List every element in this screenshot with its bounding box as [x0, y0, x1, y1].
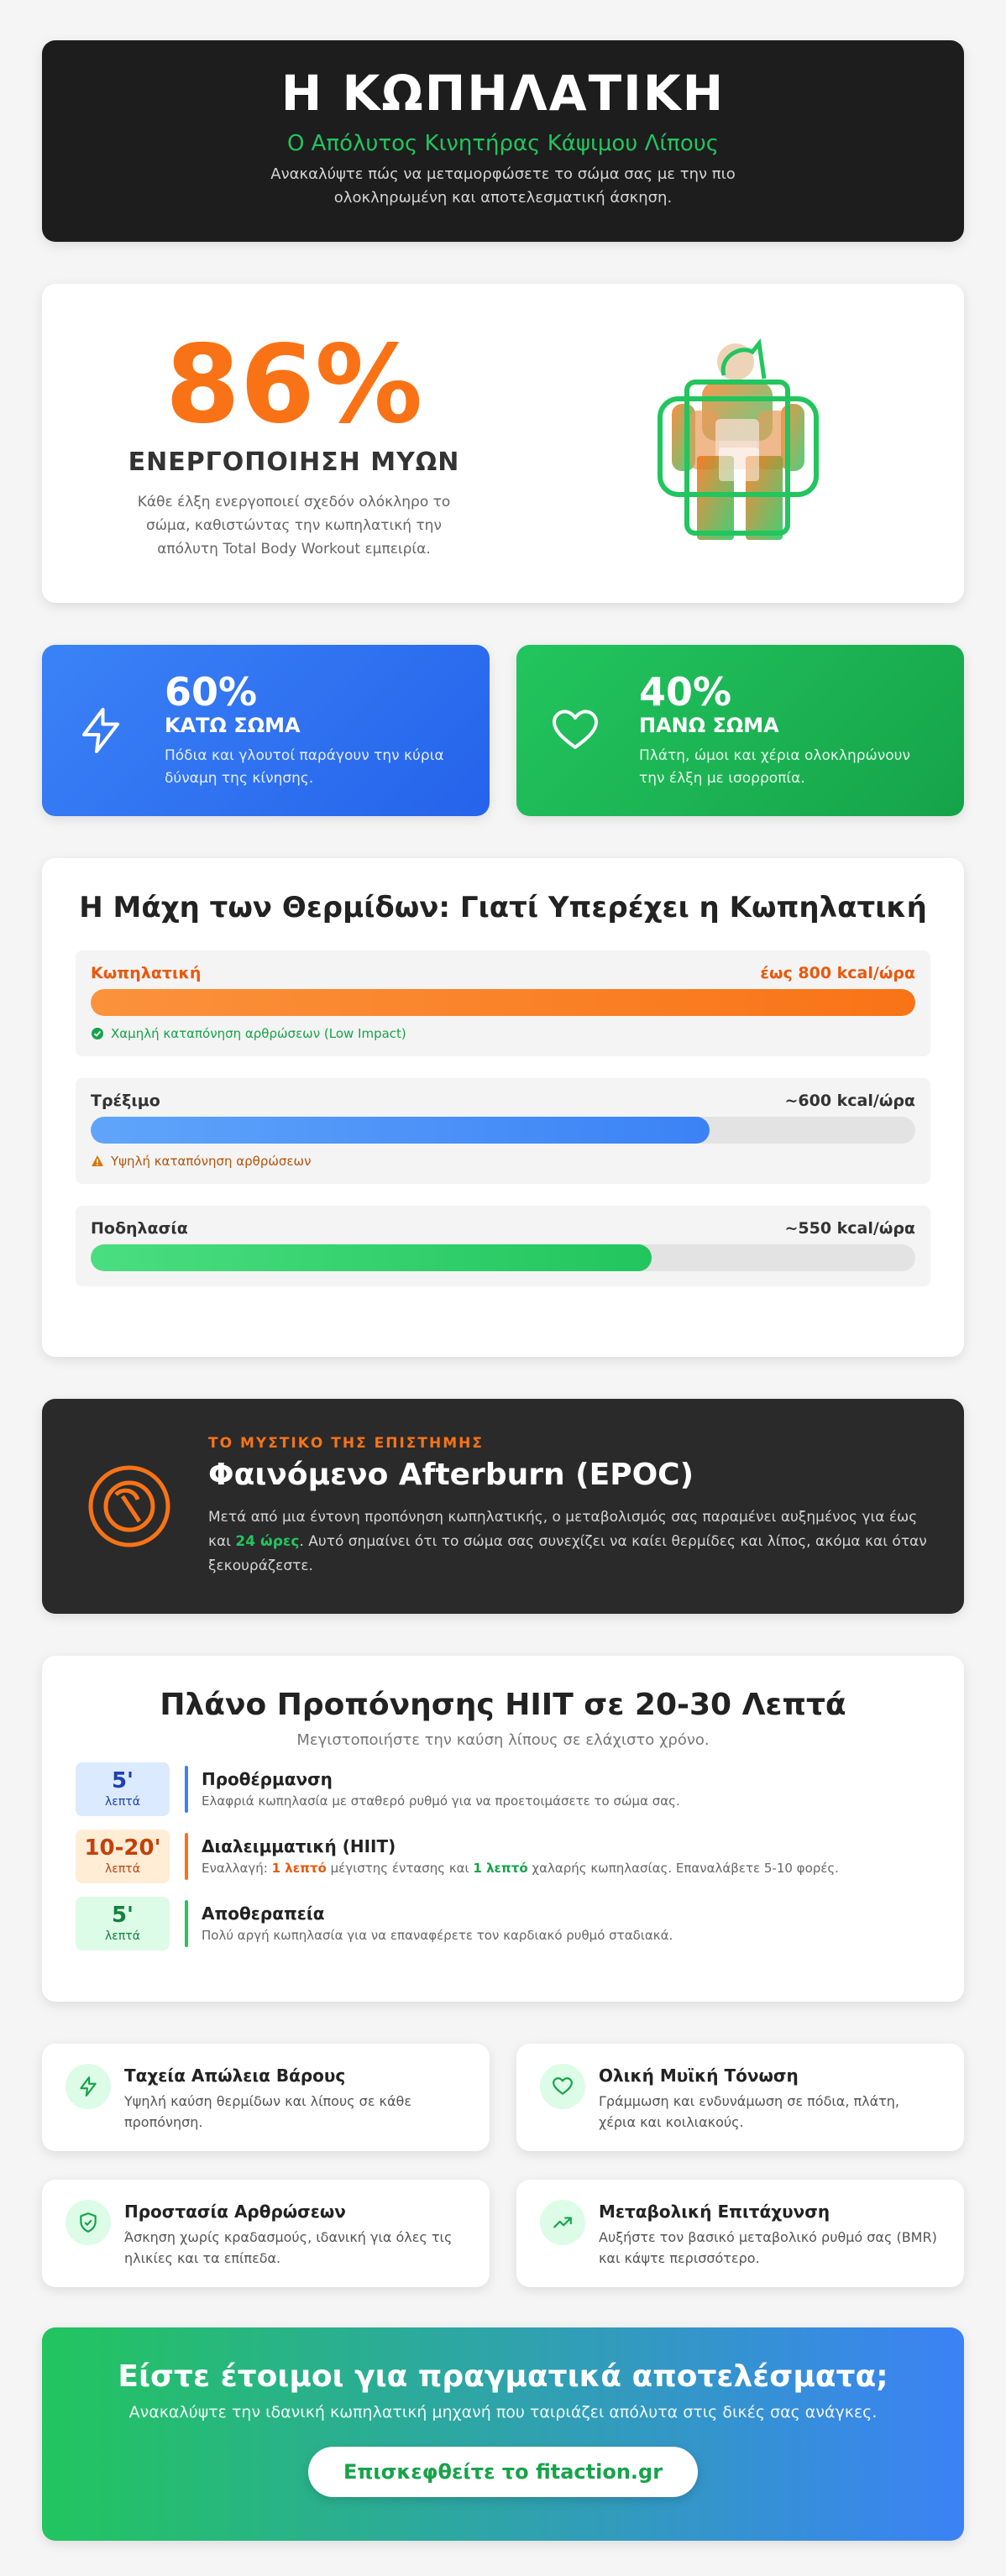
calorie-note-text: Χαμηλή καταπόνηση αρθρώσεων (Low Impact)	[111, 1026, 406, 1041]
lower-body-card	[42, 645, 490, 816]
calorie-bar-track	[91, 989, 915, 1016]
upper-body-card	[516, 645, 964, 816]
calorie-bar-track	[91, 1117, 915, 1144]
step-unit: λεπτά	[105, 1795, 140, 1809]
upper-body-text: Πλάτη, ώμοι και χέρια ολοκληρώνουν την έλξη με ισορροπία.	[639, 747, 910, 787]
step-divider	[185, 1766, 188, 1813]
calorie-comparison-card	[42, 858, 964, 1357]
upper-body-label: ΠΑΝΩ ΣΩΜΑ	[639, 714, 779, 737]
plan-title: Πλάνο Προπόνησης HIIT σε 20-30 Λεπτά	[160, 1688, 846, 1722]
calorie-row-name: Κωπηλατική	[91, 964, 202, 982]
calorie-row-value: έως 800 kcal/ώρα	[760, 964, 915, 982]
hero-subtitle: Ο Απόλυτος Κινητήρας Κάψιμου Λίπους	[286, 131, 720, 156]
step-desc-part: χαλαρής κωπηλασίας. Επαναλάβετε 5-10 φορές.	[527, 1861, 839, 1876]
benefit-description: Αυξήστε τον βασικό μεταβολικό ρυθμό σας (BMR) και κάψτε περισσότερο.	[599, 2229, 937, 2266]
epoc-card	[42, 1399, 964, 1614]
step-description: Ελαφριά κωπηλασία με σταθερό ρυθμό για να προετοιμάσετε το σώμα σας.	[202, 1793, 680, 1809]
cta-text: Ανακαλύψτε την ιδανική κωπηλατική μηχανή που ταιριάζει απόλυτα στις δικές σας ανάγκες.	[128, 2403, 878, 2422]
body-figure-illustration	[642, 338, 835, 548]
plan-step-hiit	[76, 1830, 930, 1883]
benefit-title: Μεταβολική Επιτάχυνση	[599, 2202, 830, 2222]
plan-step-warmup	[76, 1762, 930, 1816]
step-title: Διαλειμματική (HIIT)	[202, 1836, 396, 1856]
trending-up-icon	[552, 2212, 574, 2233]
hero-banner	[42, 40, 964, 242]
calorie-bar-rowing	[91, 989, 915, 1016]
benefit-card	[42, 2044, 490, 2151]
step-duration-badge	[76, 1762, 170, 1816]
lightning-icon	[77, 2076, 99, 2097]
activation-percentage: 86%	[165, 322, 423, 448]
epoc-text	[208, 1505, 927, 1579]
hero-description: Ανακαλύψτε πώς να μεταμορφώσετε το σώμα σας με την πιο ολοκληρωμένη και αποτελεσματική άσκηση.	[270, 165, 736, 207]
lower-body-label: ΚΑΤΩ ΣΩΜΑ	[165, 714, 301, 737]
calorie-bar-track	[91, 1244, 915, 1271]
step-duration-badge	[76, 1830, 170, 1883]
epoc-kicker: ΤΟ ΜΥΣΤΙΚΟ ΤΗΣ ΕΠΙΣΤΗΜΗΣ	[208, 1434, 484, 1452]
epoc-text-before: Μετά από μια έντονη προπόνηση κωπηλατικής, ο μεταβολισμός σας παραμένει αυξημένος για έως και	[208, 1508, 918, 1550]
step-title: Αποθεραπεία	[202, 1903, 325, 1924]
step-desc-highlight: 1 λεπτό	[271, 1861, 327, 1876]
step-duration-badge	[76, 1897, 170, 1950]
step-unit: λεπτά	[105, 1862, 140, 1876]
afterburn-icon	[86, 1463, 173, 1550]
lightning-icon	[76, 705, 126, 756]
step-minutes: 5'	[111, 1903, 134, 1928]
calorie-note-text: Υψηλή καταπόνηση αρθρώσεων	[111, 1154, 312, 1169]
lower-body-text: Πόδια και γλουτοί παράγουν την κύρια δύναμη της κίνησης.	[165, 747, 444, 787]
benefit-card	[516, 2180, 964, 2287]
calorie-row-value: ~550 kcal/ώρα	[784, 1219, 915, 1238]
step-divider	[185, 1833, 188, 1880]
calorie-row-name: Τρέξιμο	[91, 1092, 160, 1110]
step-desc-highlight: 1 λεπτό	[473, 1861, 528, 1876]
benefits-grid	[42, 2044, 964, 2287]
check-circle-icon	[91, 1027, 104, 1040]
epoc-highlight: 24 ώρες	[235, 1532, 300, 1550]
benefit-icon-wrap	[65, 2200, 111, 2245]
warning-icon	[91, 1154, 104, 1168]
benefit-title: Ολική Μυϊκή Τόνωση	[599, 2066, 799, 2086]
benefit-icon-wrap	[540, 2200, 585, 2245]
step-desc-part: Εναλλαγή:	[202, 1861, 272, 1876]
step-divider	[185, 1900, 188, 1947]
calorie-row-cycling	[76, 1206, 930, 1286]
benefit-description: Γράμμωση και ενδυνάμωση σε πόδια, πλάτη, χέρια και κοιλιακούς.	[599, 2093, 900, 2130]
step-desc-part: μέγιστης έντασης και	[326, 1861, 474, 1876]
lower-body-percentage: 60%	[165, 669, 258, 715]
benefit-description: Υψηλή καύση θερμίδων και λίπους σε κάθε προπόνηση.	[124, 2093, 411, 2130]
epoc-title: Φαινόμενο Afterburn (EPOC)	[208, 1457, 694, 1492]
muscle-activation-card	[42, 284, 964, 603]
visit-site-button[interactable]: Επισκεφθείτε το fitaction.gr	[308, 2447, 698, 2497]
benefit-card	[516, 2044, 964, 2151]
calorie-note	[91, 1026, 915, 1041]
calorie-comparison-title: Η Μάχη των Θερμίδων: Γιατί Υπερέχει η Κωπηλατική	[79, 891, 927, 924]
calorie-row-name: Ποδηλασία	[91, 1219, 188, 1238]
activation-label: ΕΝΕΡΓΟΠΟΙΗΣΗ ΜΥΩΝ	[128, 447, 460, 477]
activation-description: Κάθε έλξη ενεργοποιεί σχεδόν ολόκληρο το σώμα, καθιστώντας την κωπηλατική την απόλυτη Total Body Workout εμπειρία.	[137, 493, 451, 558]
calorie-bar-running	[91, 1117, 710, 1144]
calorie-row-value: ~600 kcal/ώρα	[784, 1092, 915, 1110]
benefit-title: Ταχεία Απώλεια Βάρους	[124, 2066, 346, 2086]
cta-title: Είστε έτοιμοι για πραγματικά αποτελέσματα;	[118, 2359, 888, 2394]
calorie-row-running	[76, 1078, 930, 1184]
hiit-plan-card	[42, 1656, 964, 2002]
heart-icon	[550, 705, 600, 756]
plan-subtitle: Μεγιστοποιήστε την καύση λίπους σε ελάχιστο χρόνο.	[296, 1731, 710, 1749]
benefit-title: Προστασία Αρθρώσεων	[124, 2202, 346, 2222]
heart-icon	[552, 2076, 574, 2097]
step-description: Πολύ αργή κωπηλασία για να επαναφέρετε τον καρδιακό ρυθμό σταδιακά.	[202, 1928, 673, 1943]
step-minutes: 10-20'	[84, 1835, 161, 1861]
shield-check-icon	[77, 2212, 99, 2233]
calorie-row-rowing	[76, 950, 930, 1056]
benefit-icon-wrap	[65, 2064, 111, 2109]
benefit-icon-wrap	[540, 2064, 585, 2109]
body-split-section	[42, 645, 964, 816]
step-title: Προθέρμανση	[202, 1769, 333, 1789]
step-unit: λεπτά	[105, 1929, 140, 1943]
plan-step-cooldown	[76, 1897, 930, 1950]
calorie-note	[91, 1154, 915, 1169]
upper-body-percentage: 40%	[639, 669, 732, 715]
step-minutes: 5'	[111, 1768, 134, 1793]
calorie-bar-cycling	[91, 1244, 652, 1271]
step-description	[202, 1858, 839, 1878]
page-title: Η ΚΩΠΗΛΑΤΙΚΗ	[280, 65, 726, 122]
cta-banner	[42, 2327, 964, 2541]
benefit-card	[42, 2180, 490, 2287]
epoc-text-after: . Αυτό σημαίνει ότι το σώμα σας συνεχίζει να καίει θερμίδες και λίπος, ακόμα και όταν ξεκουράζεστε.	[208, 1532, 927, 1574]
benefit-description: Άσκηση χωρίς κραδασμούς, ιδανική για όλες τις ηλικίες και τα επίπεδα.	[124, 2229, 453, 2266]
